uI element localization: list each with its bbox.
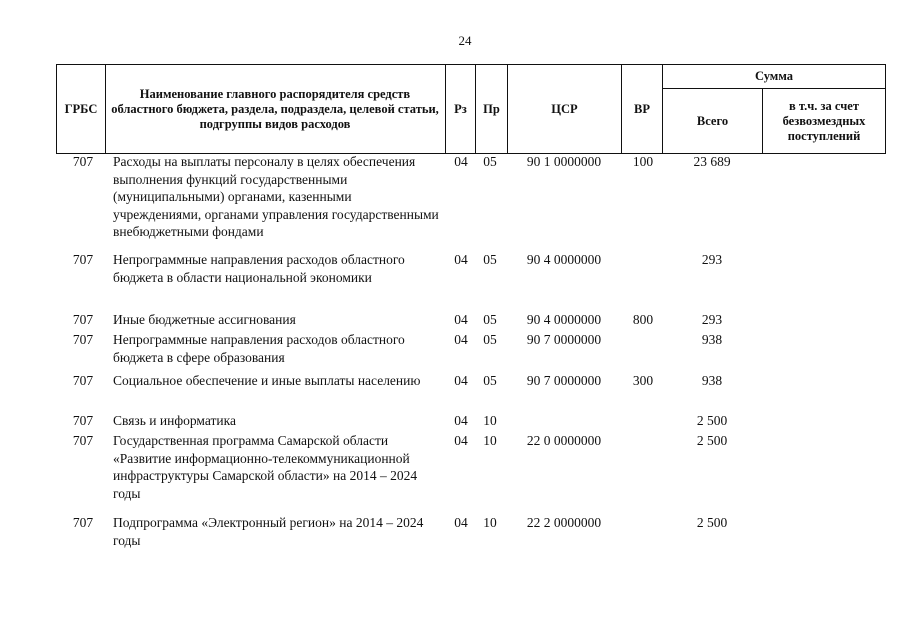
- header-rz: Рз: [454, 101, 467, 116]
- cell-name: Подпрограмма «Электронный регион» на 2014 – 2024 годы: [113, 515, 424, 548]
- cell-total: 2 500: [696, 433, 728, 448]
- cell-total: 938: [701, 373, 723, 388]
- header-grbs: ГРБС: [64, 101, 98, 116]
- cell-name: Иные бюджетные ассигнования: [113, 312, 296, 327]
- cell-name: Связь и информатика: [113, 413, 236, 428]
- cell-csr: 90 7 0000000: [526, 373, 602, 388]
- cell-total: 23 689: [693, 154, 731, 169]
- cell-pr: 10: [483, 515, 497, 530]
- cell-rz: 04: [454, 154, 468, 169]
- page-number: 24: [458, 33, 472, 48]
- cell-name: Непрограммные направления расходов областного бюджета в сфере образования: [113, 332, 405, 365]
- cell-total: 293: [701, 252, 723, 267]
- cell-csr: 90 4 0000000: [526, 312, 602, 327]
- cell-name: Социальное обеспечение и иные выплаты населению: [113, 373, 421, 388]
- cell-vr: 100: [632, 154, 654, 169]
- cell-rz: 04: [454, 312, 468, 327]
- cell-grbs: 707: [72, 515, 94, 530]
- cell-pr: 10: [483, 413, 497, 428]
- cell-total: 2 500: [696, 515, 728, 530]
- cell-rz: 04: [454, 252, 468, 267]
- cell-pr: 05: [483, 312, 497, 327]
- cell-name: Государственная программа Самарской области «Развитие информационно-телекоммуникационной инфраструктуры Самарской области» на 2014 – 2024 годы: [113, 433, 418, 501]
- header-name: Наименование главного распорядителя средств областного бюджета, раздела, подраздела, целевой статьи, подгруппы видов расходов: [111, 86, 439, 131]
- cell-rz: 04: [454, 433, 468, 448]
- cell-vr: 800: [632, 312, 654, 327]
- header-incl: в т.ч. за счет безвозмездных поступлений: [782, 98, 866, 143]
- col-border-1: [105, 64, 106, 154]
- cell-csr: 90 7 0000000: [526, 332, 602, 347]
- header-csr: ЦСР: [551, 101, 578, 116]
- header-total: Всего: [696, 113, 729, 128]
- cell-grbs: 707: [72, 413, 94, 428]
- cell-total: 938: [701, 332, 723, 347]
- cell-grbs: 707: [72, 252, 94, 267]
- cell-rz: 04: [454, 515, 468, 530]
- cell-total: 293: [701, 312, 723, 327]
- cell-total: 2 500: [696, 413, 728, 428]
- header-vr: ВР: [634, 101, 650, 116]
- cell-grbs: 707: [72, 312, 94, 327]
- cell-grbs: 707: [72, 433, 94, 448]
- cell-pr: 10: [483, 433, 497, 448]
- cell-rz: 04: [454, 373, 468, 388]
- cell-name: Непрограммные направления расходов областного бюджета в области национальной экономики: [113, 252, 405, 285]
- header-pr: Пр: [483, 101, 500, 116]
- cell-csr: 22 0 0000000: [526, 433, 602, 448]
- cell-rz: 04: [454, 332, 468, 347]
- cell-name: Расходы на выплаты персоналу в целях обеспечения выполнения функций государственными (муниципальными) органами, казенными учреждениями, органами управления государственными внебюджетными фондами: [113, 154, 439, 239]
- cell-pr: 05: [483, 373, 497, 388]
- cell-rz: 04: [454, 413, 468, 428]
- cell-csr: 90 1 0000000: [526, 154, 602, 169]
- cell-csr: 22 2 0000000: [526, 515, 602, 530]
- cell-grbs: 707: [72, 332, 94, 347]
- cell-pr: 05: [483, 154, 497, 169]
- cell-csr: 90 4 0000000: [526, 252, 602, 267]
- cell-pr: 05: [483, 332, 497, 347]
- cell-pr: 05: [483, 252, 497, 267]
- cell-vr: 300: [632, 373, 654, 388]
- header-sum: Сумма: [755, 69, 793, 83]
- cell-grbs: 707: [72, 154, 94, 169]
- col-border-8: [885, 64, 886, 154]
- cell-grbs: 707: [72, 373, 94, 388]
